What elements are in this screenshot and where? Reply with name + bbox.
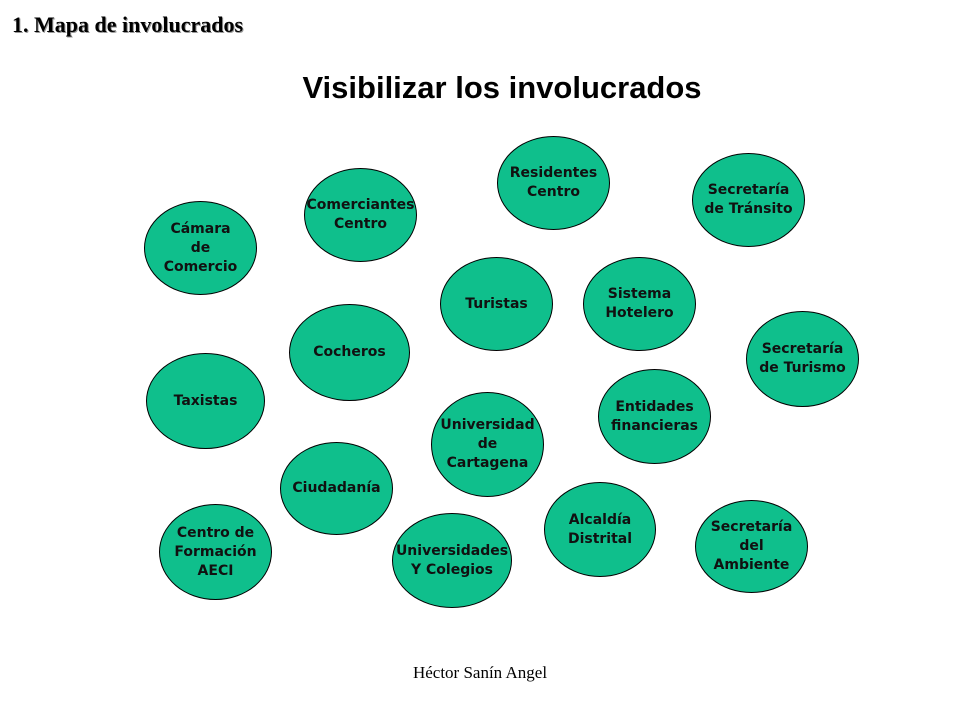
node-taxistas	[146, 353, 265, 449]
node-turistas	[440, 257, 553, 351]
node-entidades-financieras	[598, 369, 711, 464]
node-label-universidad-cartagena: Universidad de Cartagena	[440, 417, 535, 471]
node-universidad-cartagena	[431, 392, 544, 497]
node-label-comerciantes-centro: Comerciantes Centro	[306, 197, 415, 232]
node-ciudadania	[280, 442, 393, 535]
node-label-camara-comercio: Cámara de Comercio	[163, 220, 238, 275]
node-secretaria-turismo	[746, 311, 859, 407]
node-label-sistema-hotelero: Sistema Hotelero	[605, 286, 674, 321]
node-cocheros	[289, 304, 410, 401]
node-residentes-centro	[497, 136, 610, 230]
node-label-ciudadania: Ciudadanía	[292, 480, 381, 496]
node-label-cocheros: Cocheros	[313, 344, 386, 360]
node-label-secretaria-ambiente: Secretaría del Ambiente	[710, 519, 793, 573]
node-label-taxistas: Taxistas	[173, 392, 238, 409]
section-title: 1. Mapa de involucrados	[12, 12, 244, 37]
node-label-centro-formacion-aeci: Centro de Formación AECI	[174, 524, 257, 579]
node-centro-formacion-aeci	[159, 504, 272, 600]
node-sistema-hotelero	[583, 257, 696, 351]
node-label-turistas: Turistas	[465, 295, 528, 312]
node-label-secretaria-transito: Secretaría de Tránsito	[704, 182, 793, 217]
node-comerciantes-centro	[304, 168, 417, 262]
node-label-residentes-centro: Residentes Centro	[509, 165, 598, 200]
node-label-secretaria-turismo: Secretaría de Turismo	[759, 341, 846, 376]
node-universidades-colegios	[392, 513, 512, 608]
node-label-alcaldia-distrital: Alcaldía Distrital	[567, 511, 633, 547]
node-label-entidades-financieras: Entidades financieras	[610, 398, 699, 434]
node-secretaria-transito	[692, 153, 805, 247]
node-camara-comercio	[144, 201, 257, 295]
node-alcaldia-distrital	[544, 482, 656, 577]
page-title: Visibilizar los involucrados	[302, 70, 702, 105]
footer-author: Héctor Sanín Angel	[412, 663, 548, 682]
node-label-universidades-colegios: Universidades Y Colegios	[395, 542, 509, 578]
node-secretaria-ambiente	[695, 500, 808, 593]
